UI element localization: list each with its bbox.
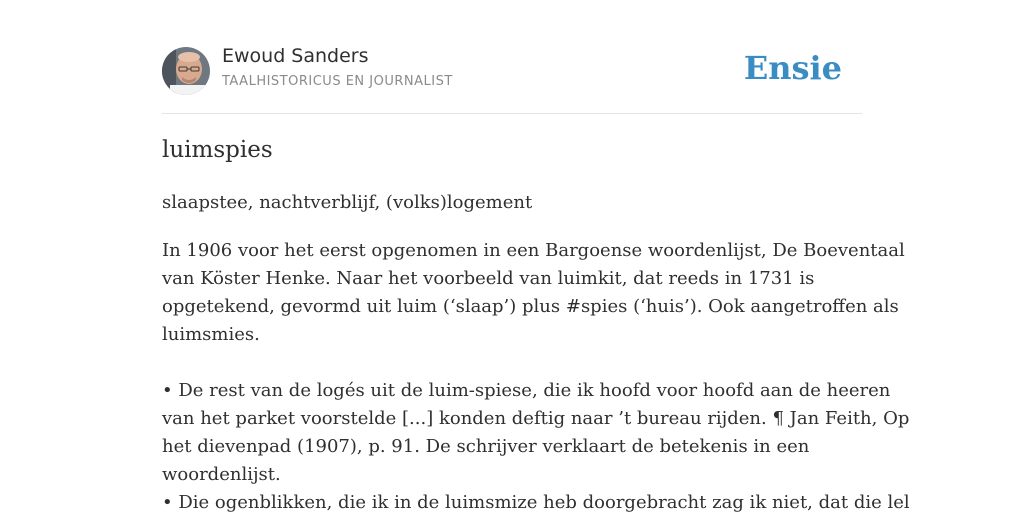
body-line: het dievenpad (1907), p. 91. De schrijver verklaart de betekenis in een bbox=[162, 436, 810, 457]
body-line: • Die ogenblikken, die ik in de luimsmize heb doorgebracht zag ik niet, dat die lel bbox=[162, 492, 910, 512]
content-container bbox=[162, 0, 910, 512]
entry-definition: slaapstee, nachtverblijf, (volks)logement bbox=[162, 192, 533, 213]
body-line: • De rest van de logés uit de luim-spiese, die ik hoofd voor hoofd aan de heeren bbox=[162, 380, 891, 401]
entry-title: luimspies bbox=[162, 137, 273, 163]
body-line: woordenlijst. bbox=[162, 464, 281, 485]
body-line: luimsmies. bbox=[162, 324, 260, 345]
ensie-logo[interactable]: Ensie bbox=[743, 49, 842, 87]
body-line: van Köster Henke. Naar het voorbeeld van luimkit, dat reeds in 1731 is bbox=[162, 268, 815, 289]
body-line: opgetekend, gevormd uit luim (‘slaap’) plus #spies (‘huis’). Ook aangetroffen als bbox=[162, 296, 899, 317]
body-line bbox=[162, 349, 862, 377]
body-line: In 1906 voor het eerst opgenomen in een Bargoense woordenlijst, De Boeventaal bbox=[162, 240, 905, 261]
author-name[interactable]: Ewoud Sanders bbox=[222, 45, 369, 67]
entry-body bbox=[162, 237, 910, 512]
body-line: van het parket voorstelde [...] konden deftig naar ’t bureau rijden. ¶ Jan Feith, Op bbox=[162, 408, 910, 429]
author-role: TAALHISTORICUS EN JOURNALIST bbox=[222, 74, 453, 89]
author-avatar[interactable] bbox=[162, 47, 210, 95]
author-header bbox=[162, 0, 862, 114]
